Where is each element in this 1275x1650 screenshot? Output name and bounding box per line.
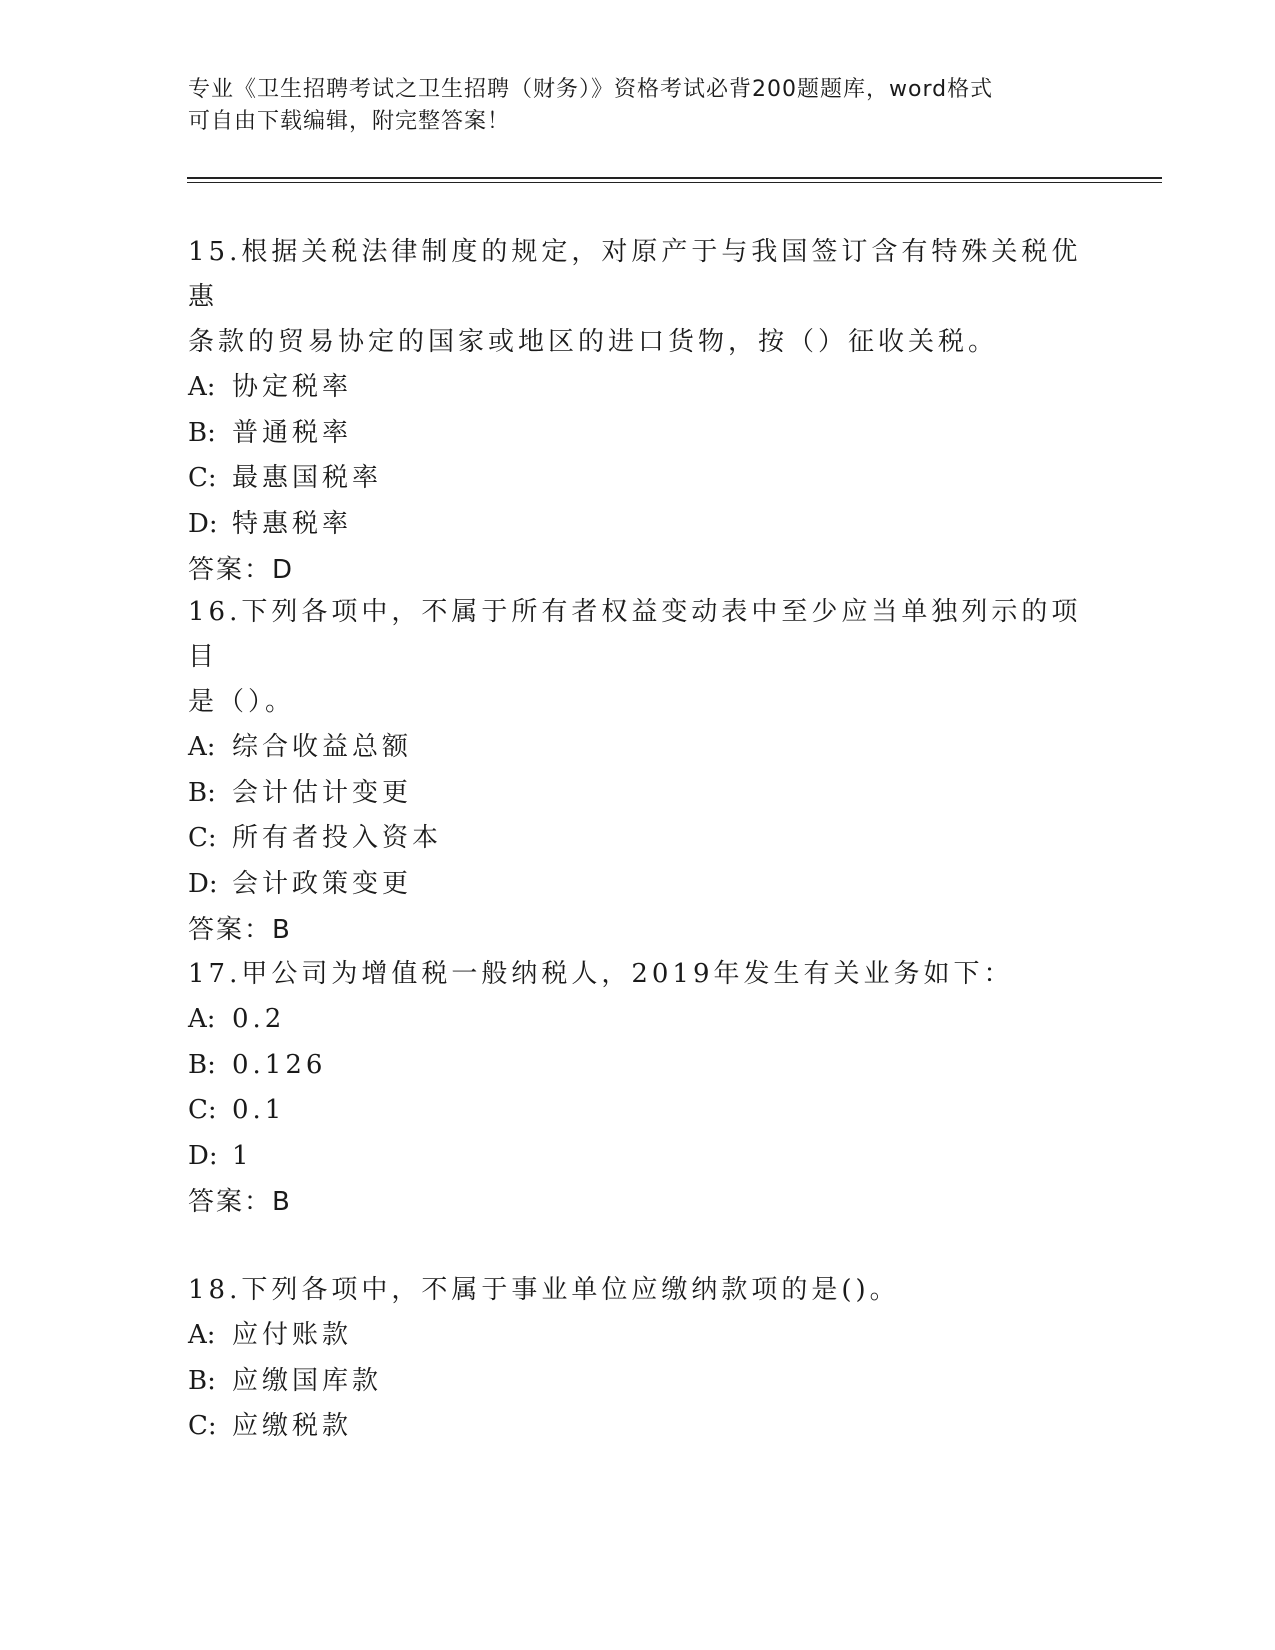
- option-text: 应付账款: [232, 1320, 353, 1350]
- answer-label: 答案：D: [188, 555, 295, 585]
- option-a: [188, 725, 1088, 771]
- option-c: [188, 1088, 1088, 1134]
- option-letter: C:: [188, 823, 217, 853]
- option-text: 综合收益总额: [232, 732, 413, 762]
- option-text: 普通税率: [232, 417, 353, 448]
- document-header: [188, 74, 1068, 138]
- option-letter: B:: [188, 417, 216, 448]
- header-divider-thin: [187, 182, 1162, 183]
- option-letter: B:: [188, 777, 216, 808]
- question-text-line: 是（）。: [188, 687, 296, 717]
- header-divider-thick: [187, 177, 1162, 179]
- option-a: [188, 365, 1088, 411]
- option-text: 最惠国税率: [232, 463, 383, 493]
- option-d: [188, 862, 1088, 908]
- option-c: [188, 456, 1088, 502]
- option-text: 会计政策变更: [232, 868, 413, 899]
- option-text: 应缴税款: [232, 1411, 353, 1441]
- option-letter: C:: [188, 1411, 217, 1441]
- option-c: [188, 1404, 1088, 1450]
- option-letter: D:: [188, 508, 218, 539]
- question-16: [188, 590, 1088, 953]
- header-line-2: 可自由下载编辑，附完整答案！: [188, 109, 511, 134]
- option-b: [188, 1359, 1088, 1405]
- option-text: 协定税率: [232, 372, 353, 402]
- option-a: [188, 997, 1088, 1043]
- option-letter: B:: [188, 1049, 216, 1080]
- question-18: [188, 1268, 1088, 1450]
- option-text: 所有者投入资本: [232, 823, 443, 853]
- answer-label: 答案：B: [188, 915, 292, 945]
- option-text: 应缴国库款: [232, 1365, 383, 1396]
- answer-label: 答案：B: [188, 1187, 292, 1217]
- question-17: [188, 952, 1088, 1225]
- option-text: 0.1: [232, 1095, 286, 1125]
- option-letter: C:: [188, 1095, 217, 1125]
- question-text-line: 16.下列各项中，不属于所有者权益变动表中至少应当单独列示的项目: [188, 597, 1082, 672]
- option-text: 1: [232, 1140, 253, 1171]
- option-letter: B:: [188, 1365, 216, 1396]
- option-text: 特惠税率: [232, 508, 353, 539]
- question-text-line: 18.下列各项中，不属于事业单位应缴纳款项的是()。: [188, 1275, 900, 1305]
- option-letter: A:: [188, 372, 216, 402]
- option-a: [188, 1313, 1088, 1359]
- option-text: 会计估计变更: [232, 777, 413, 808]
- option-letter: D:: [188, 868, 218, 899]
- option-b: [188, 771, 1088, 817]
- option-b: [188, 1043, 1088, 1089]
- option-b: [188, 411, 1088, 457]
- option-letter: A:: [188, 732, 216, 762]
- option-letter: C:: [188, 463, 217, 493]
- question-text-line: 条款的贸易协定的国家或地区的进口货物，按（）征收关税。: [188, 327, 999, 357]
- option-d: [188, 1134, 1088, 1180]
- option-letter: A:: [188, 1320, 216, 1350]
- option-text: 0.126: [232, 1049, 327, 1080]
- question-text-line: 17.甲公司为增值税一般纳税人，2019年发生有关业务如下：: [188, 959, 1014, 989]
- option-d: [188, 502, 1088, 548]
- header-line-1: 专业《卫生招聘考试之卫生招聘（财务）》资格考试必背200题题库，word格式: [188, 77, 994, 102]
- question-15: [188, 230, 1088, 593]
- option-letter: A:: [188, 1004, 216, 1034]
- option-c: [188, 816, 1088, 862]
- option-letter: D:: [188, 1140, 218, 1171]
- option-text: 0.2: [232, 1004, 286, 1034]
- question-text-line: 15.根据关税法律制度的规定，对原产于与我国签订含有特殊关税优惠: [188, 237, 1082, 312]
